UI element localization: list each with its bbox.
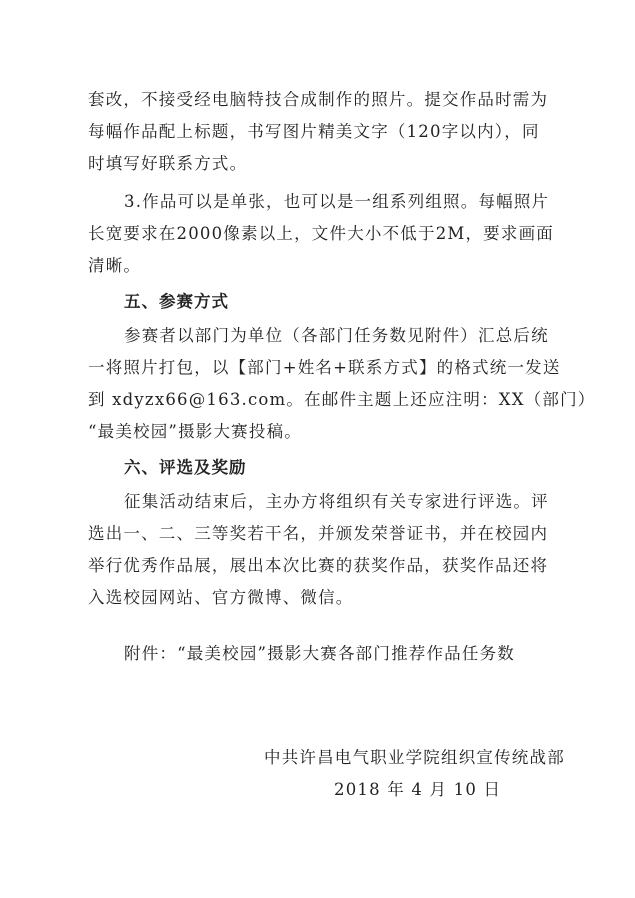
paragraph-line: 举行优秀作品展，展出本次比赛的获奖作品，获奖作品还将: [88, 556, 549, 575]
paragraph-line: 每幅作品配上标题，书写图片精美文字（120字以内），同: [88, 122, 540, 141]
section-heading: 六、评选及奖励: [124, 458, 247, 477]
section-heading: 五、参赛方式: [124, 292, 229, 311]
paragraph-line: 征集活动结束后，主办方将组织有关专家进行评选。评: [124, 492, 549, 511]
paragraph-line: “最美校园”摄影大赛投稿。: [88, 422, 302, 441]
paragraph-line: 到 xdyzx66@163.com。在邮件主题上还应注明：XX（部门）: [88, 390, 596, 409]
paragraph-line: 清晰。: [88, 256, 142, 275]
paragraph-line: 时填写好联系方式。: [88, 154, 248, 173]
attachment-note: 附件：“最美校园”摄影大赛各部门推荐作品任务数: [124, 644, 515, 663]
paragraph-line: 3.作品可以是单张，也可以是一组系列组照。每幅照片: [124, 192, 550, 211]
paragraph-line: 套改，不接受经电脑特技合成制作的照片。提交作品时需为: [88, 90, 549, 109]
paragraph-line: 参赛者以部门为单位（各部门任务数见附件）汇总后统: [124, 326, 549, 345]
signature-date: 2018 年 4 月 10 日: [334, 780, 502, 799]
paragraph-line: 长宽要求在2000像素以上，文件大小不低于2M，要求画面: [88, 224, 554, 243]
paragraph-line: 入选校园网站、官方微博、微信。: [88, 588, 354, 607]
signature-org: 中共许昌电气职业学院组织宣传统战部: [264, 748, 565, 767]
paragraph-line: 一将照片打包，以【部门+姓名+联系方式】的格式统一发送: [88, 358, 561, 377]
paragraph-line: 选出一、二、三等奖若干名，并颁发荣誉证书，并在校园内: [88, 524, 549, 543]
